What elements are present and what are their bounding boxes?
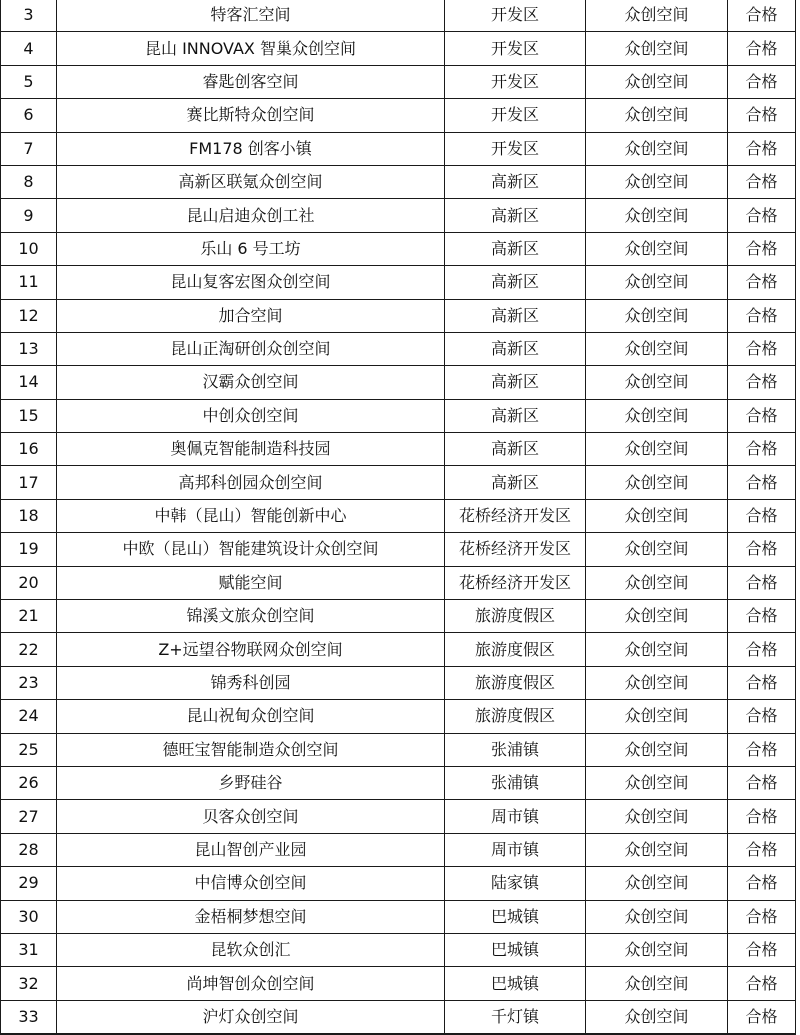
- space-name: 奥佩克智能制造科技园: [57, 433, 445, 466]
- row-number: 4: [1, 32, 57, 65]
- row-number: 19: [1, 533, 57, 566]
- space-type: 众创空间: [586, 433, 728, 466]
- district: 高新区: [445, 165, 586, 198]
- space-type: 众创空间: [586, 633, 728, 666]
- row-number: 22: [1, 633, 57, 666]
- evaluation-result: 合格: [728, 266, 796, 299]
- space-name: 加合空间: [57, 299, 445, 332]
- evaluation-result: 合格: [728, 366, 796, 399]
- district: 陆家镇: [445, 867, 586, 900]
- district: 花桥经济开发区: [445, 533, 586, 566]
- space-name: 中创众创空间: [57, 399, 445, 432]
- row-number: 14: [1, 366, 57, 399]
- space-name: 汉霸众创空间: [57, 366, 445, 399]
- row-number: 16: [1, 433, 57, 466]
- space-type: 众创空间: [586, 733, 728, 766]
- evaluation-result: 合格: [728, 466, 796, 499]
- district: 开发区: [445, 99, 586, 132]
- space-name: 赋能空间: [57, 566, 445, 599]
- space-type: 众创空间: [586, 232, 728, 265]
- table-row: [1, 199, 796, 232]
- table-row: [1, 399, 796, 432]
- space-name: 中欧（昆山）智能建筑设计众创空间: [57, 533, 445, 566]
- row-number: 31: [1, 933, 57, 966]
- table-row: [1, 499, 796, 532]
- table-row: [1, 933, 796, 966]
- space-type: 众创空间: [586, 833, 728, 866]
- district: 高新区: [445, 232, 586, 265]
- district: 花桥经济开发区: [445, 499, 586, 532]
- evaluation-result: 合格: [728, 65, 796, 98]
- space-name: 中信博众创空间: [57, 867, 445, 900]
- space-name: 昆山智创产业园: [57, 833, 445, 866]
- space-type: 众创空间: [586, 666, 728, 699]
- district: 旅游度假区: [445, 633, 586, 666]
- district: 高新区: [445, 399, 586, 432]
- space-type: 众创空间: [586, 299, 728, 332]
- space-name: 昆山 INNOVAX 智巢众创空间: [57, 32, 445, 65]
- space-name: 贝客众创空间: [57, 800, 445, 833]
- row-number: 11: [1, 266, 57, 299]
- table-row: [1, 1000, 796, 1034]
- table-row: [1, 165, 796, 198]
- row-number: 24: [1, 700, 57, 733]
- evaluation-result: 合格: [728, 1000, 796, 1034]
- row-number: 8: [1, 165, 57, 198]
- evaluation-result: 合格: [728, 933, 796, 966]
- row-number: 10: [1, 232, 57, 265]
- space-type: 众创空间: [586, 566, 728, 599]
- space-type: 众创空间: [586, 332, 728, 365]
- district: 高新区: [445, 433, 586, 466]
- space-type: 众创空间: [586, 499, 728, 532]
- space-type: 众创空间: [586, 1000, 728, 1034]
- space-name: FM178 创客小镇: [57, 132, 445, 165]
- space-type: 众创空间: [586, 600, 728, 633]
- row-number: 25: [1, 733, 57, 766]
- district: 开发区: [445, 65, 586, 98]
- evaluation-result: 合格: [728, 600, 796, 633]
- district: 高新区: [445, 299, 586, 332]
- row-number: 13: [1, 332, 57, 365]
- space-name: 高邦科创园众创空间: [57, 466, 445, 499]
- row-number: 20: [1, 566, 57, 599]
- evaluation-result: 合格: [728, 733, 796, 766]
- district: 张浦镇: [445, 766, 586, 799]
- space-type: 众创空间: [586, 199, 728, 232]
- table-row: [1, 800, 796, 833]
- row-number: 30: [1, 900, 57, 933]
- space-type: 众创空间: [586, 65, 728, 98]
- space-name: 特客汇空间: [57, 0, 445, 32]
- row-number: 12: [1, 299, 57, 332]
- space-type: 众创空间: [586, 99, 728, 132]
- space-type: 众创空间: [586, 766, 728, 799]
- evaluation-result: 合格: [728, 766, 796, 799]
- district: 张浦镇: [445, 733, 586, 766]
- space-name: 金梧桐梦想空间: [57, 900, 445, 933]
- space-type: 众创空间: [586, 32, 728, 65]
- row-number: 5: [1, 65, 57, 98]
- space-name: 昆山复客宏图众创空间: [57, 266, 445, 299]
- table-row: [1, 466, 796, 499]
- evaluation-result: 合格: [728, 165, 796, 198]
- district: 旅游度假区: [445, 600, 586, 633]
- row-number: 21: [1, 600, 57, 633]
- table-row: [1, 0, 796, 32]
- evaluation-result: 合格: [728, 967, 796, 1000]
- space-type: 众创空间: [586, 466, 728, 499]
- row-number: 23: [1, 666, 57, 699]
- row-number: 3: [1, 0, 57, 32]
- district: 高新区: [445, 466, 586, 499]
- space-type: 众创空间: [586, 165, 728, 198]
- table-row: [1, 99, 796, 132]
- space-type: 众创空间: [586, 366, 728, 399]
- row-number: 7: [1, 132, 57, 165]
- district: 花桥经济开发区: [445, 566, 586, 599]
- table-row: [1, 65, 796, 98]
- evaluation-result: 合格: [728, 900, 796, 933]
- table-row: [1, 600, 796, 633]
- table-row: [1, 900, 796, 933]
- district: 旅游度假区: [445, 700, 586, 733]
- table-row: [1, 232, 796, 265]
- table-row: [1, 366, 796, 399]
- evaluation-result: 合格: [728, 633, 796, 666]
- space-name: 昆山正淘研创众创空间: [57, 332, 445, 365]
- row-number: 28: [1, 833, 57, 866]
- table-row: [1, 299, 796, 332]
- space-name: Z+远望谷物联网众创空间: [57, 633, 445, 666]
- district: 高新区: [445, 332, 586, 365]
- evaluation-result: 合格: [728, 867, 796, 900]
- district: 旅游度假区: [445, 666, 586, 699]
- space-name: 乡野硅谷: [57, 766, 445, 799]
- district: 开发区: [445, 0, 586, 32]
- space-type: 众创空间: [586, 867, 728, 900]
- district: 周市镇: [445, 833, 586, 866]
- space-type: 众创空间: [586, 967, 728, 1000]
- space-name: 沪灯众创空间: [57, 1000, 445, 1034]
- evaluation-result: 合格: [728, 199, 796, 232]
- space-type: 众创空间: [586, 266, 728, 299]
- evaluation-result: 合格: [728, 332, 796, 365]
- row-number: 32: [1, 967, 57, 1000]
- evaluation-result: 合格: [728, 833, 796, 866]
- district: 高新区: [445, 266, 586, 299]
- evaluation-result: 合格: [728, 533, 796, 566]
- evaluation-result: 合格: [728, 700, 796, 733]
- evaluation-result: 合格: [728, 499, 796, 532]
- space-type: 众创空间: [586, 900, 728, 933]
- space-name: 乐山 6 号工坊: [57, 232, 445, 265]
- space-type: 众创空间: [586, 132, 728, 165]
- table-row: [1, 332, 796, 365]
- table-row: [1, 967, 796, 1000]
- table-row: [1, 666, 796, 699]
- space-name: 昆山祝甸众创空间: [57, 700, 445, 733]
- table-row: [1, 533, 796, 566]
- row-number: 6: [1, 99, 57, 132]
- space-name: 睿匙创客空间: [57, 65, 445, 98]
- table-row: [1, 766, 796, 799]
- table-row: [1, 867, 796, 900]
- space-type: 众创空间: [586, 700, 728, 733]
- row-number: 26: [1, 766, 57, 799]
- space-name: 德旺宝智能制造众创空间: [57, 733, 445, 766]
- space-type: 众创空间: [586, 0, 728, 32]
- space-name: 昆软众创汇: [57, 933, 445, 966]
- table-row: [1, 266, 796, 299]
- evaluation-result: 合格: [728, 132, 796, 165]
- district: 高新区: [445, 199, 586, 232]
- row-number: 29: [1, 867, 57, 900]
- evaluation-result: 合格: [728, 433, 796, 466]
- table-row: [1, 32, 796, 65]
- table-row: [1, 433, 796, 466]
- space-name: 锦秀科创园: [57, 666, 445, 699]
- table-row: [1, 566, 796, 599]
- district: 周市镇: [445, 800, 586, 833]
- space-name: 昆山启迪众创工社: [57, 199, 445, 232]
- space-name: 中韩（昆山）智能创新中心: [57, 499, 445, 532]
- space-type: 众创空间: [586, 933, 728, 966]
- space-type: 众创空间: [586, 800, 728, 833]
- evaluation-result: 合格: [728, 800, 796, 833]
- table-row: [1, 733, 796, 766]
- district: 巴城镇: [445, 900, 586, 933]
- evaluation-result: 合格: [728, 32, 796, 65]
- evaluation-result: 合格: [728, 232, 796, 265]
- table-row: [1, 132, 796, 165]
- evaluation-result: 合格: [728, 99, 796, 132]
- table-row: [1, 700, 796, 733]
- space-name: 锦溪文旅众创空间: [57, 600, 445, 633]
- evaluation-result: 合格: [728, 666, 796, 699]
- row-number: 9: [1, 199, 57, 232]
- space-type: 众创空间: [586, 533, 728, 566]
- row-number: 18: [1, 499, 57, 532]
- space-name: 赛比斯特众创空间: [57, 99, 445, 132]
- district: 千灯镇: [445, 1000, 586, 1034]
- evaluation-result: 合格: [728, 566, 796, 599]
- table-body: [1, 0, 796, 1034]
- district: 巴城镇: [445, 967, 586, 1000]
- evaluation-result: 合格: [728, 299, 796, 332]
- table-row: [1, 633, 796, 666]
- district: 高新区: [445, 366, 586, 399]
- space-type: 众创空间: [586, 399, 728, 432]
- row-number: 15: [1, 399, 57, 432]
- space-name: 尚坤智创众创空间: [57, 967, 445, 1000]
- row-number: 27: [1, 800, 57, 833]
- district: 巴城镇: [445, 933, 586, 966]
- evaluation-result: 合格: [728, 399, 796, 432]
- district: 开发区: [445, 132, 586, 165]
- evaluation-result: 合格: [728, 0, 796, 32]
- table-row: [1, 833, 796, 866]
- district: 开发区: [445, 32, 586, 65]
- space-name: 高新区联氪众创空间: [57, 165, 445, 198]
- row-number: 17: [1, 466, 57, 499]
- row-number: 33: [1, 1000, 57, 1034]
